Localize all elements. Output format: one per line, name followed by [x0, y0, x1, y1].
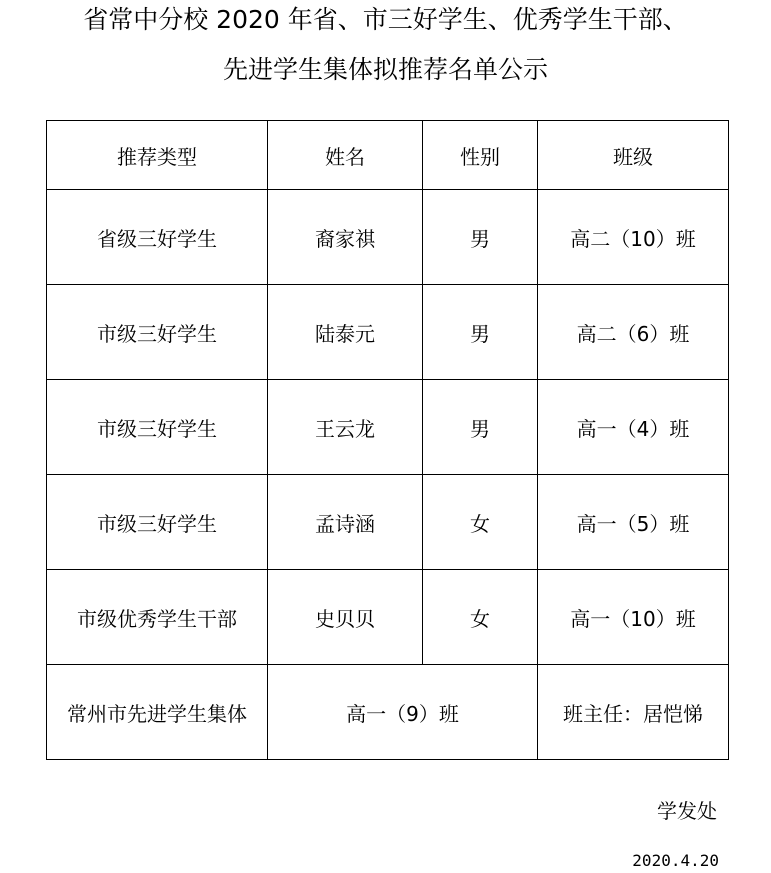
header-cell-class: 班级	[538, 121, 729, 190]
cell-gender: 女	[423, 570, 538, 665]
table-header-row	[47, 121, 729, 190]
table-row	[47, 190, 729, 285]
cell-gender: 男	[423, 190, 538, 285]
cell-collective-category: 常州市先进学生集体	[47, 665, 268, 760]
cell-collective-class: 高一（9）班	[268, 665, 538, 760]
header-cell-name: 姓名	[268, 121, 423, 190]
cell-name: 史贝贝	[268, 570, 423, 665]
issue-date: 2020.4.20	[632, 851, 719, 870]
cell-class: 高二（10）班	[538, 190, 729, 285]
cell-class: 高一（10）班	[538, 570, 729, 665]
cell-category: 市级三好学生	[47, 285, 268, 380]
table-row	[47, 475, 729, 570]
header-cell-category: 推荐类型	[47, 121, 268, 190]
cell-category: 市级三好学生	[47, 380, 268, 475]
cell-category: 省级三好学生	[47, 190, 268, 285]
cell-class: 高一（4）班	[538, 380, 729, 475]
document-title-line-1: 省常中分校 2020 年省、市三好学生、优秀学生干部、	[83, 5, 688, 34]
cell-gender: 男	[423, 380, 538, 475]
document-title-line-2: 先进学生集体拟推荐名单公示	[222, 55, 548, 84]
cell-class: 高二（6）班	[538, 285, 729, 380]
cell-class: 高一（5）班	[538, 475, 729, 570]
cell-gender: 男	[423, 285, 538, 380]
table-row	[47, 285, 729, 380]
header-cell-gender: 性别	[423, 121, 538, 190]
cell-name: 孟诗涵	[268, 475, 423, 570]
issuing-department: 学发处	[657, 799, 717, 823]
cell-name: 裔家祺	[268, 190, 423, 285]
cell-gender: 女	[423, 475, 538, 570]
cell-name: 王云龙	[268, 380, 423, 475]
cell-homeroom-teacher: 班主任：居恺悌	[538, 665, 729, 760]
table-row	[47, 380, 729, 475]
table-row	[47, 570, 729, 665]
cell-category: 市级三好学生	[47, 475, 268, 570]
cell-category: 市级优秀学生干部	[47, 570, 268, 665]
cell-name: 陆泰元	[268, 285, 423, 380]
nomination-table	[46, 120, 729, 760]
collective-row	[47, 665, 729, 760]
